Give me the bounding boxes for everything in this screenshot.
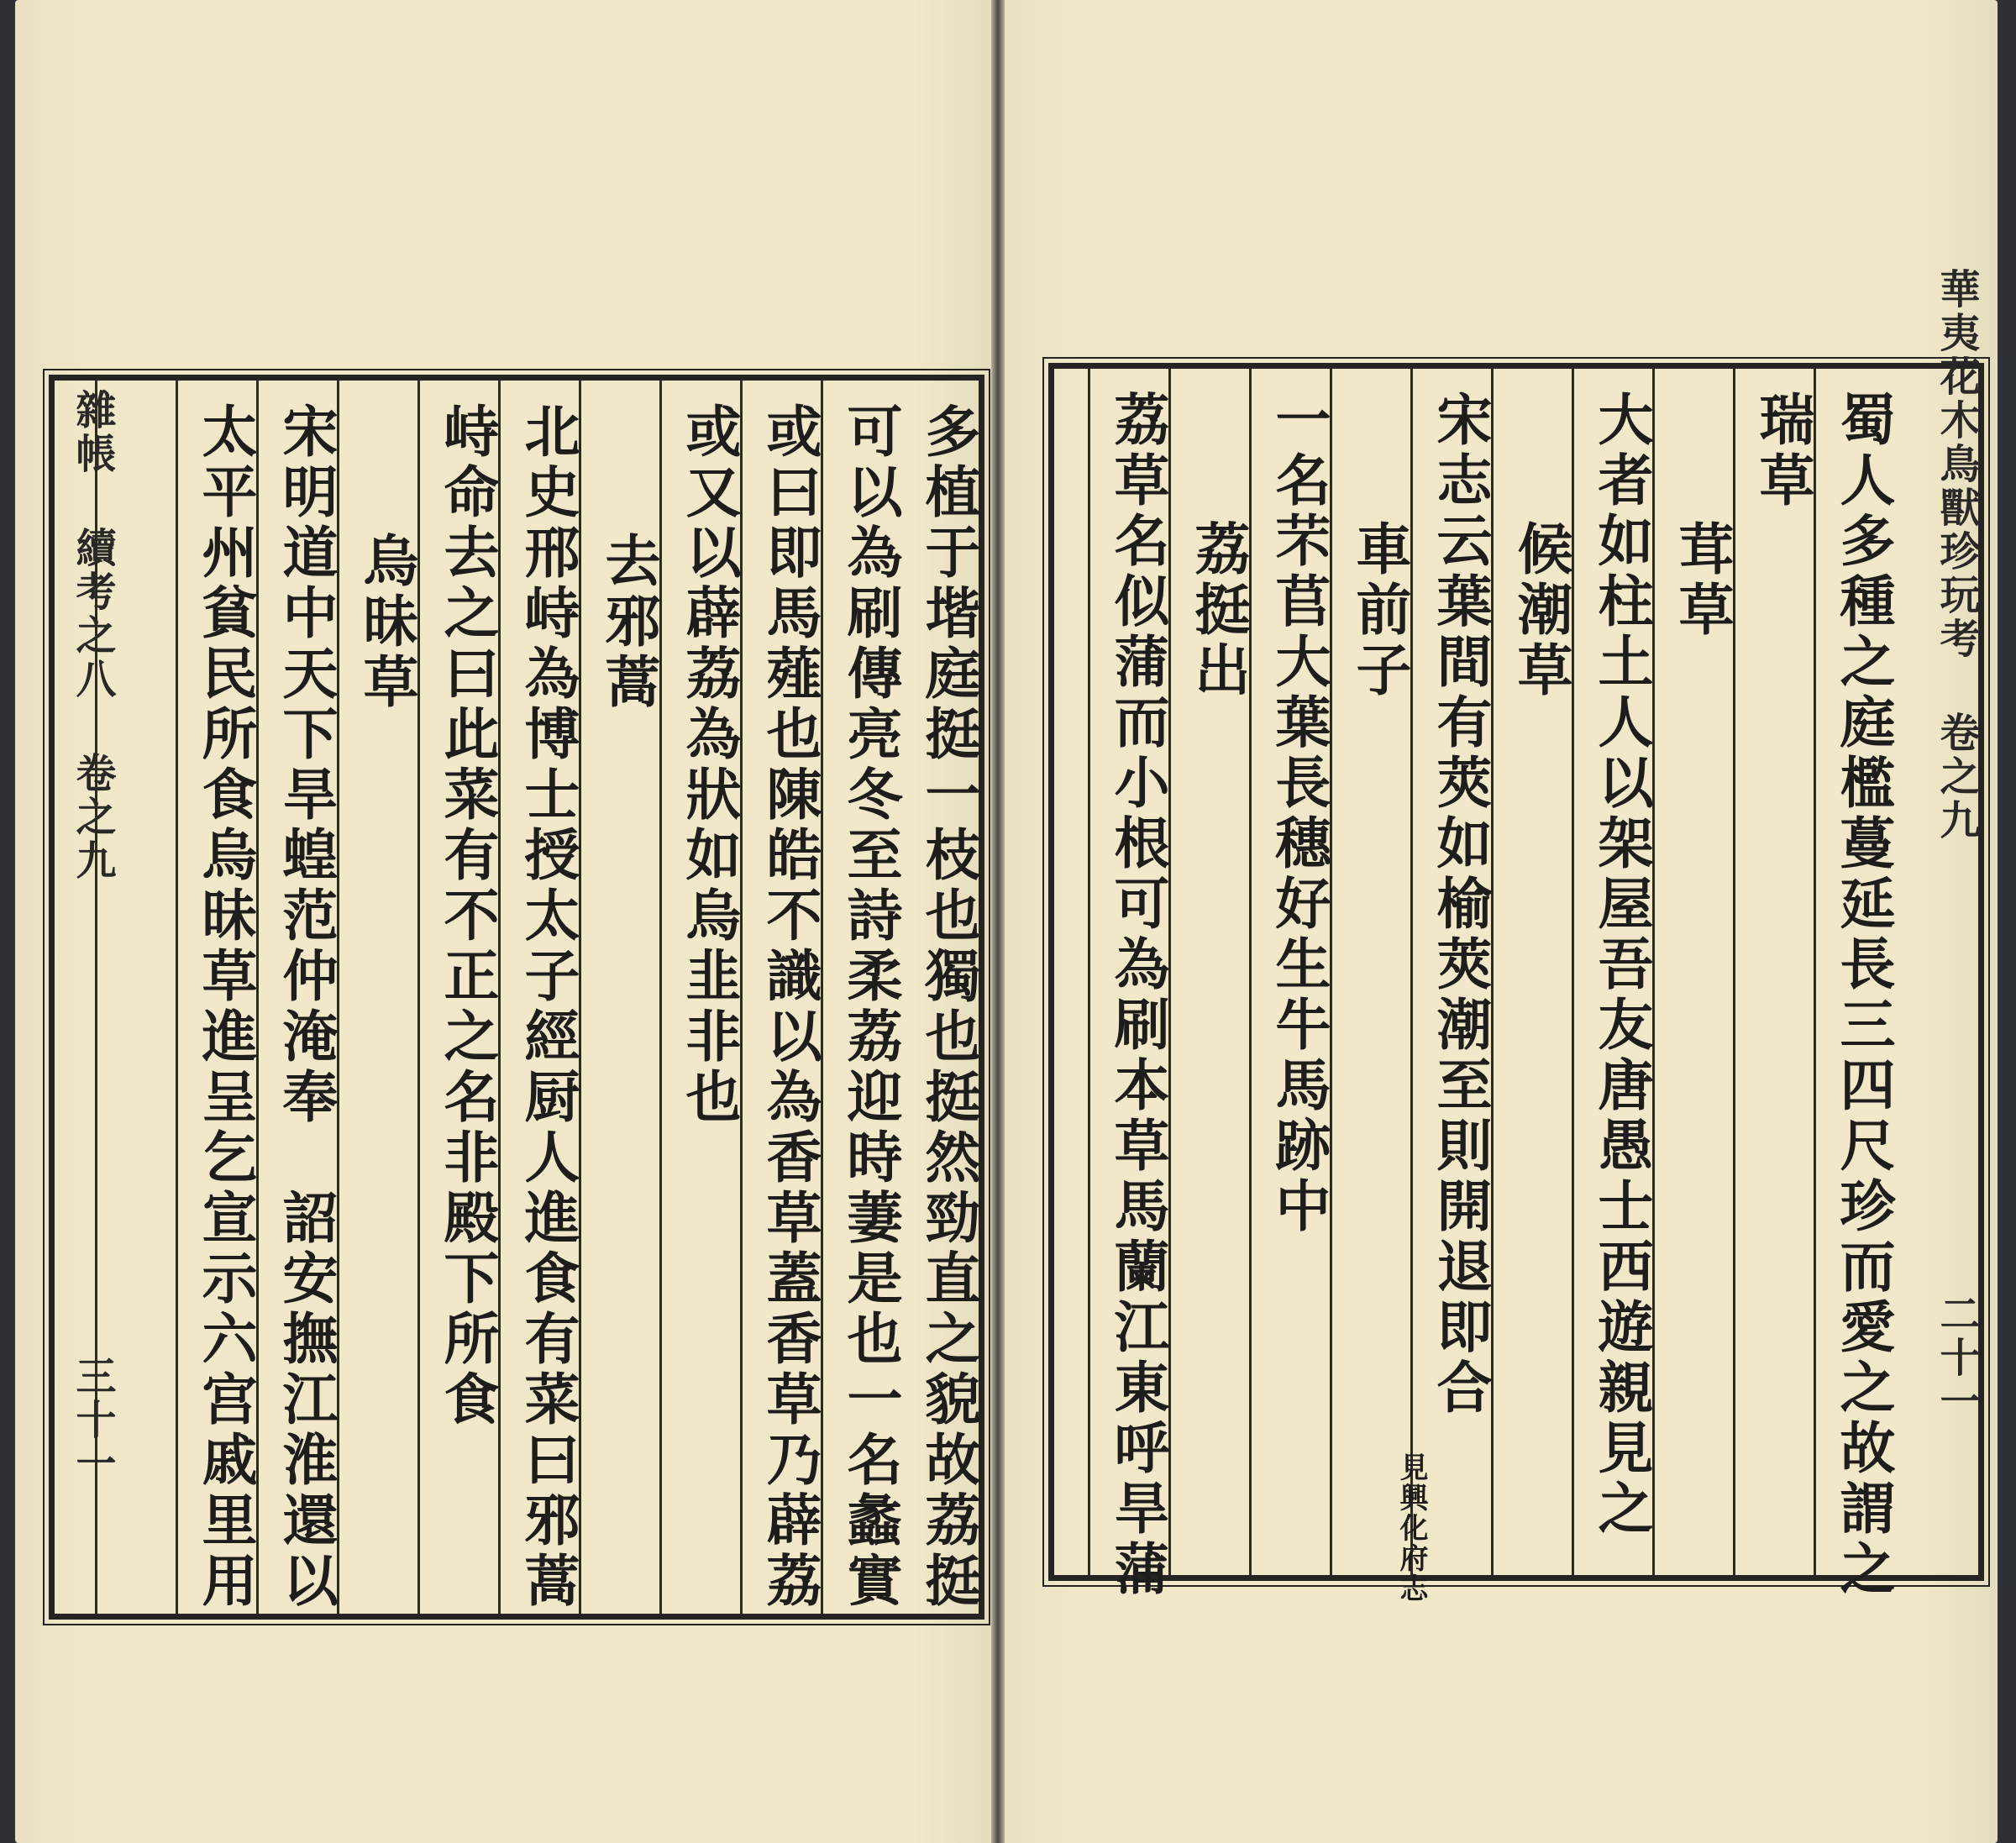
column-heading: 荔挺出 [1185,520,1251,701]
left-column-10 [176,381,258,1614]
column-heading: 去邪蒿 [596,532,661,713]
left-margin-title: 雜帳 續考之八 卷之九 [69,389,116,883]
column-text: 蜀人多種之庭檻蔓延長三四尺珍而愛之故謂之 [1830,391,1896,1600]
right-column-5 [1491,369,1571,1575]
right-page-margin [1894,268,1980,1575]
column-text: 荔草名似蒲而小根可為刷本草馬蘭江東呼旱蒲 [1105,391,1170,1600]
column-text: 大者如柱土人以架屋吾友唐愚士西遊親見之 [1588,391,1654,1540]
column-text: 一名芣苢大葉長穗好生牛馬跡中 [1266,391,1331,1237]
left-column-3 [740,381,820,1614]
right-column-10 [1088,369,1170,1600]
left-column-6 [498,381,578,1614]
left-text-frame [49,375,984,1620]
column-heading: 茸草 [1669,520,1735,641]
left-page [15,0,991,1843]
column-text: 太平州貧民所食烏昧草進呈乞宣示六宫戚里用 [192,402,258,1612]
right-text-frame [1048,268,1984,1604]
column-text: 或曰即馬薤也陳皓不識以為香草蓋香草乃薜荔 [757,402,822,1612]
column-text: 瑞草 [1750,391,1815,512]
column-note: 見興化府志 [1394,1452,1428,1604]
column-text: 或又以薜荔為狀如烏韭非也 [676,402,742,1128]
column-text: 宋志云葉間有莢如榆莢潮至則開退即合 [1427,391,1493,1419]
right-page [1005,0,1998,1843]
column-text: 北史邢峙為博士授太子經厨人進食有菜曰邪蒿 [515,402,580,1612]
right-margin-folio: 二十一 [1933,1293,1980,1424]
column-text: 宋明道中天下旱蝗范仲淹奉 詔安撫江淮還以 [273,402,339,1612]
column-text: 可以為刷傳亮冬至詩柔荔迎時萋是也一名蠡實 [837,402,903,1612]
column-heading: 烏昧草 [354,532,419,713]
left-column-4 [659,381,742,1614]
right-column-1 [1814,369,1896,1600]
left-page-margin [69,381,173,1614]
column-text: 峙命去之曰此菜有不正之名非殿下所食 [434,402,500,1431]
book-gutter [991,0,1005,1843]
right-column-4 [1572,369,1654,1575]
left-margin-folio: 三十一 [69,1355,116,1486]
right-margin-title: 華夷花木鳥獸珍玩考 卷之九 [1933,268,1980,843]
left-column-8 [337,381,417,1614]
right-column-8 [1249,369,1329,1575]
left-column-9 [256,381,339,1614]
right-column-2 [1733,369,1813,1575]
left-column-1 [901,381,979,1614]
right-column-9 [1168,369,1251,1575]
right-column-7 [1330,369,1410,1575]
left-column-7 [417,381,500,1614]
right-column-6 [1394,369,1493,1604]
left-column-5 [579,381,659,1614]
column-text: 多植于堦庭挺一枝也獨也挺然勁直之貌故荔挺 [916,402,981,1612]
column-heading: 候潮草 [1508,520,1573,701]
column-heading: 車前子 [1347,520,1412,701]
left-column-2 [821,381,903,1614]
right-column-3 [1652,369,1735,1575]
